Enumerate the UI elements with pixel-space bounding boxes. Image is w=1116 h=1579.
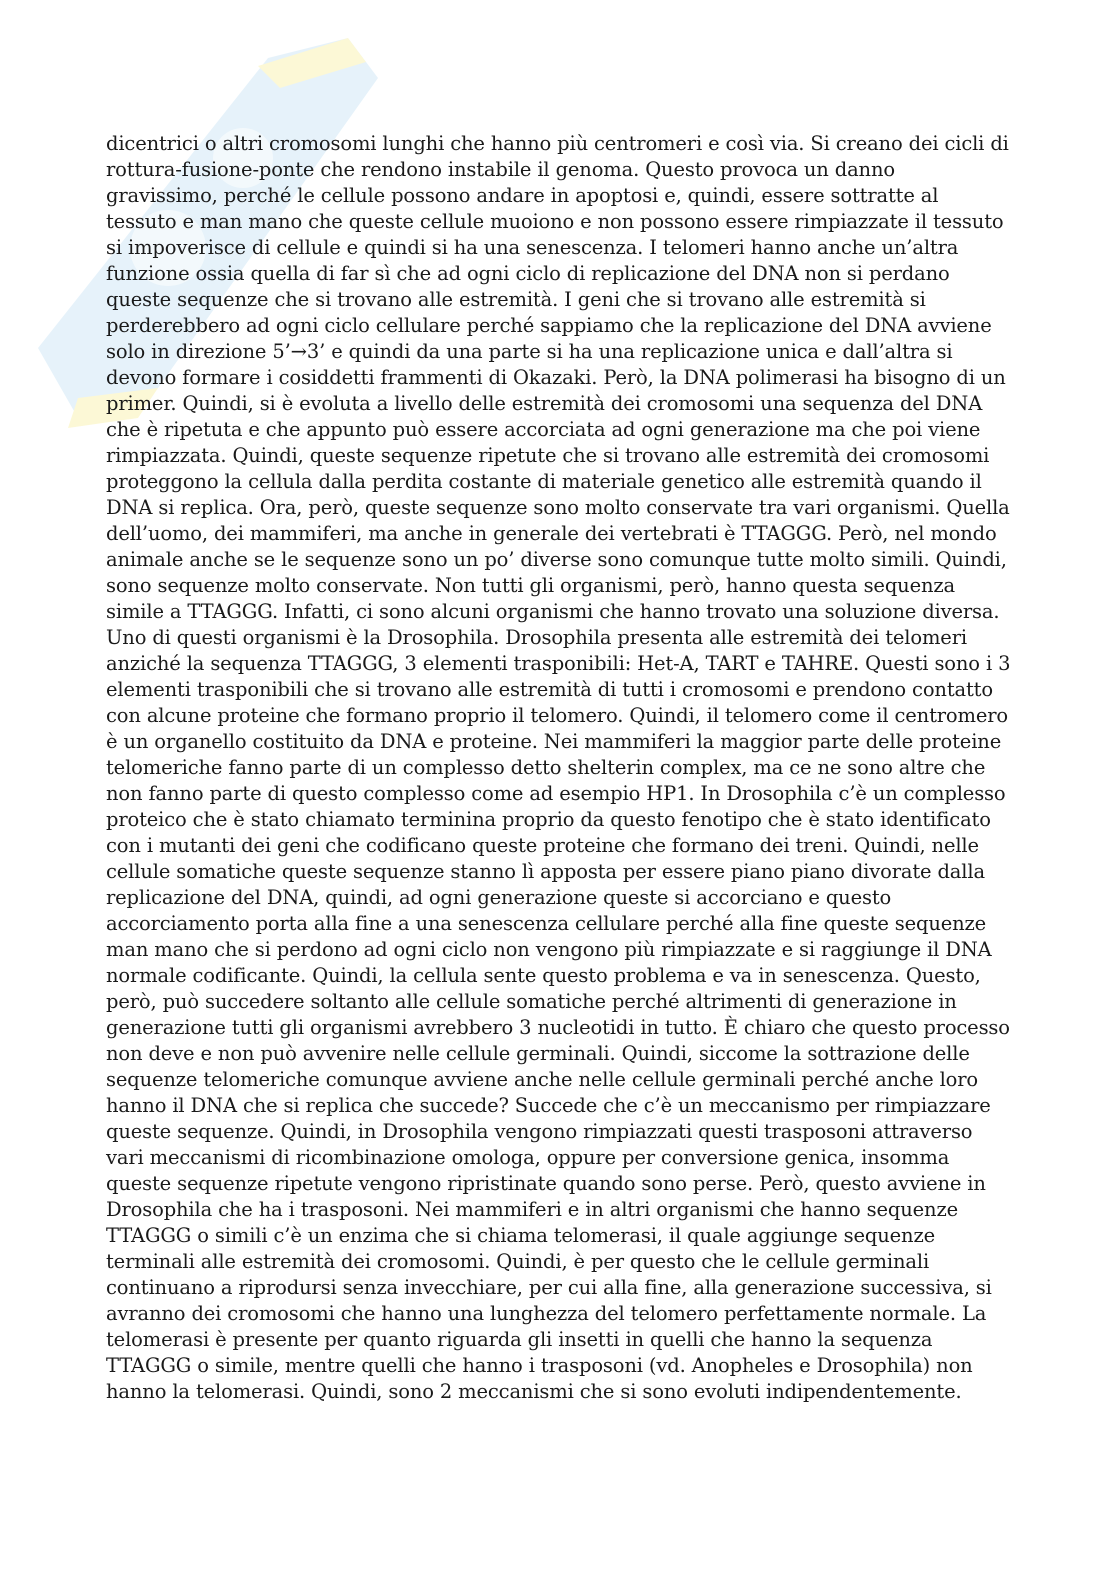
body-paragraph: dicentrici o altri cromosomi lunghi che hanno più centromeri e così via. Si creano dei cicli di rottura-fusione-ponte che rendono instabile il genoma. Questo provoca un danno gravissimo, perché le cellule possono andare in apoptosi e, quindi, essere sottratte al tessuto e man mano che queste cellule muoiono e non possono essere rimpiazzate il tessuto si impoverisce di cellule e quindi si ha una senescenza. I telomeri hanno anche un’altra funzione ossia quella di far sì che ad ogni ciclo di replicazione del DNA non si perdano queste sequenze che si trovano alle estremità. I geni che si trovano alle estremità si perderebbero ad ogni ciclo cellulare perché sappiamo che la replicazione del DNA avviene solo in direzione 5’→3’ e quindi da una parte si ha una replicazione unica e dall’altra si devono formare i cosiddetti frammenti di Okazaki. Però, la DNA polimerasi ha bisogno di un primer. Quindi, si è evoluta a livello delle estremità dei cromosomi una sequenza del DNA che è ripetuta e che appunto può essere accorciata ad ogni generazione ma che poi viene rimpiazzata. Quindi, queste sequenze ripetute che si trovano alle estremità dei cromosomi proteggono la cellula dalla perdita costante di materiale genetico alle estremità quando il DNA si replica. Ora, però, queste sequenze sono molto conservate tra vari organismi. Quella dell’uomo, dei mammiferi, ma anche in generale dei vertebrati è TTAGGG. Però, nel mondo animale anche se le sequenze sono un po’ diverse sono comunque tutte molto simili. Quindi, sono sequenze molto conservate. Non tutti gli organismi, però, hanno questa sequenza simile a TTAGGG. Infatti, ci sono alcuni organismi che hanno trovato una soluzione diversa. Uno di questi organismi è la Drosophila. Drosophila presenta alle estremità dei telomeri anziché la sequenza TTAGGG, 3 elementi trasponibili: Het-A, TART e TAHRE. Questi sono i 3 elementi trasponibili che si trovano alle estremità di tutti i cromosomi e prendono contatto con alcune proteine che formano proprio il telomero. Quindi, il telomero come il centromero è un organello costituito da DNA e proteine. Nei mammiferi la maggior parte delle proteine telomeriche fanno parte di un complesso detto shelterin complex, ma ce ne sono altre che non fanno parte di questo complesso come ad esempio HP1. In Drosophila c’è un complesso proteico che è stato chiamato terminina proprio da questo fenotipo che è stato identificato con i mutanti dei geni che codificano queste proteine che formano dei treni. Quindi, nelle cellule somatiche queste sequenze stanno lì apposta per essere piano piano divorate dalla replicazione del DNA, quindi, ad ogni generazione queste si accorciano e questo accorciamento porta alla fine a una senescenza cellulare perché alla fine queste sequenze man mano che si perdono ad ogni ciclo non vengono più rimpiazzate e si raggiunge il DNA normale codificante. Quindi, la cellula sente questo problema e va in senescenza. Questo, però, può succedere soltanto alle cellule somatiche perché altrimenti di generazione in generazione tutti gli organismi avrebbero 3 nucleotidi in tutto. È chiaro che questo processo non deve e non può avvenire nelle cellule germinali. Quindi, siccome la sottrazione delle sequenze telomeriche comunque avviene anche nelle cellule germinali perché anche loro hanno il DNA che si replica che succede? Succede che c’è un meccanismo per rimpiazzare queste sequenze. Quindi, in Drosophila vengono rimpiazzati questi trasposoni attraverso vari meccanismi di ricombinazione omologa, oppure per conversione genica, insomma queste sequenze ripetute vengono ripristinate quando sono perse. Però, questo avviene in Drosophila che ha i trasposoni. Nei mammiferi e in altri organismi che hanno sequenze TTAGGG o simili c’è un enzima che si chiama telomerasi, il quale aggiunge sequenze terminali alle estremità dei cromosomi. Quindi, è per questo che le cellule germinali continuano a riprodursi senza invecchiare, per cui alla fine, alla generazione successiva, si avranno dei cromosomi che hanno una lunghezza del telomero perfettamente normale. La telomerasi è presente per quanto riguarda gli insetti in quelli che hanno la sequenza TTAGGG o simile, mentre quelli che hanno i trasposoni (vd. Anopheles e Drosophila) non hanno la telomerasi. Quindi, sono 2 meccanismi che si sono evoluti indipendentemente. [106, 132, 1011, 1403]
document-body [106, 131, 1011, 1405]
